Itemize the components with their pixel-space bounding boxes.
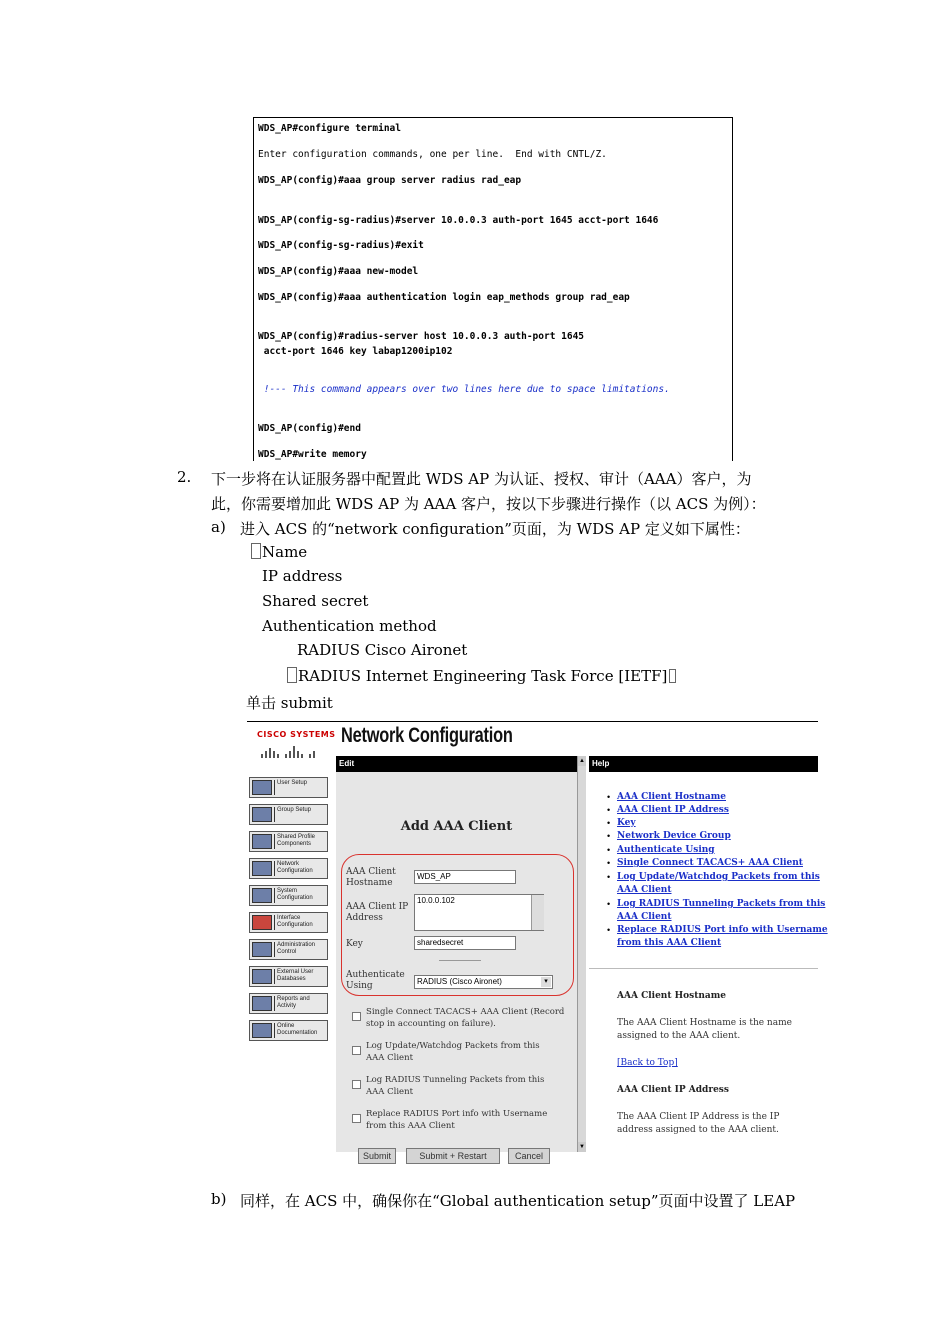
system-icon [252,888,272,903]
terminal-line: WDS_AP(config)#aaa authentication login eap_methods group rad_eap [258,292,630,303]
bullet-icon: • [607,831,611,841]
edit-header: Edit [336,756,577,772]
help-section-ip-title: AAA Client IP Address [617,1085,729,1095]
bullet-icon: • [607,858,611,868]
bullet-icon: • [607,899,611,909]
group-icon [252,807,272,822]
method-aironet: RADIUS Cisco Aironet [297,641,468,659]
help-section-hostname-text: assigned to the AAA client. [617,1031,741,1041]
nav-user-setup[interactable]: User Setup [249,777,328,798]
nav-group-setup[interactable]: Group Setup [249,804,328,825]
bullet-box-icon [287,667,297,683]
auth-select[interactable] [414,975,553,989]
nav-external-user-databases[interactable]: External User Databases [249,966,328,987]
attr-name-line [251,543,307,561]
interface-icon [252,915,272,930]
scroll-up-icon[interactable]: ▲ [579,758,585,764]
checkbox-log-update-label: Log Update/Watchdog Packets from this AAA Client [366,1041,540,1063]
edit-scrollbar[interactable] [577,756,586,1152]
terminal-line: WDS_AP(config-sg-radius)#server 10.0.0.3 auth-port 1645 acct-port 1646 [258,215,659,226]
help-link-log-update-cont[interactable]: AAA Client [617,885,672,895]
terminal-line: Enter configuration commands, one per line. End with CNTL/Z. [258,149,607,160]
acs-screenshot [247,722,828,1161]
bullet-icon: • [607,805,611,815]
nav-online-documentation[interactable]: Online Documentation [249,1020,328,1041]
chevron-down-icon[interactable]: ▾ [541,977,551,987]
help-section-ip-text: The AAA Client IP Address is the IP [617,1112,780,1122]
help-pane [589,772,828,1152]
hostname-label: AAA Client Hostname [346,867,396,888]
terminal-line: WDS_AP(config)#end [258,423,361,434]
terminal-screenshot [253,117,733,461]
page-title: Network Configuration [341,724,513,747]
submit-button[interactable]: Submit [358,1148,396,1164]
reports-icon [252,996,272,1011]
ip-scrollbar[interactable] [531,895,544,930]
help-link-key[interactable]: Key [617,818,636,828]
step2-line1: 下一步将在认证服务器中配置此 WDS AP 为认证、授权、审计（AAA）客户，为 [211,470,752,488]
attr-auth: Authentication method [262,617,437,635]
terminal-line: WDS_AP(config)#aaa new-model [258,266,419,277]
cancel-button[interactable]: Cancel [508,1148,550,1164]
bullet-icon: • [607,792,611,802]
help-link-ip[interactable]: AAA Client IP Address [617,805,729,815]
help-divider [589,968,818,969]
database-icon [252,969,272,984]
cisco-logo-bars-icon [259,742,317,758]
help-link-hostname[interactable]: AAA Client Hostname [617,792,726,802]
hostname-input[interactable]: WDS_AP [414,870,516,884]
nav-system-configuration[interactable]: System Configuration [249,885,328,906]
nav-administration-control[interactable]: Administration Control [249,939,328,960]
terminal-line: WDS_AP#configure terminal [258,123,401,134]
method-ietf: RADIUS Internet Engineering Task Force [IETF] [298,667,668,685]
terminal-line: acct-port 1646 key labap1200ip102 [258,346,453,357]
help-header: Help [589,756,818,772]
help-link-authenticate[interactable]: Authenticate Using [617,845,715,855]
help-section-hostname-title: AAA Client Hostname [617,991,726,1001]
network-icon [252,861,272,876]
nav-shared-profile[interactable]: Shared Profile Components [249,831,328,852]
user-icon [252,780,272,795]
bullet-icon: • [607,872,611,882]
checkbox-single-connect[interactable] [352,1012,361,1021]
scroll-down-icon[interactable]: ▼ [579,1144,585,1150]
divider [439,960,481,961]
bullet-icon: • [607,818,611,828]
docs-icon [252,1023,272,1038]
attr-secret: Shared secret [262,592,369,610]
attr-name: Name [262,543,308,561]
checkbox-log-update[interactable] [352,1046,361,1055]
terminal-line: WDS_AP(config-sg-radius)#exit [258,240,424,251]
submit-restart-button[interactable]: Submit + Restart [406,1148,500,1164]
checkbox-replace-port[interactable] [352,1114,361,1123]
box-glyph-icon [669,669,676,683]
substep-a-text: 进入 ACS 的“network configuration”页面，为 WDS AP 定义如下属性： [240,520,750,538]
auth-select-value: RADIUS (Cisco Aironet) [417,977,502,986]
ip-label: AAA Client IP Address [346,902,409,923]
checkbox-log-radius-label: Log RADIUS Tunneling Packets from this AAA Client [366,1075,545,1097]
terminal-line: WDS_AP(config)#radius-server host 10.0.0.3 auth-port 1645 [258,331,585,342]
help-link-log-update[interactable]: Log Update/Watchdog Packets from this [617,872,820,882]
help-link-replace-port-cont[interactable]: from this AAA Client [617,938,722,948]
help-link-log-radius-cont[interactable]: AAA Client [617,912,672,922]
key-input[interactable]: sharedsecret [414,936,516,950]
key-label: Key [346,939,363,949]
form-title: Add AAA Client [400,819,513,834]
nav-interface-configuration[interactable]: Interface Configuration [249,912,328,933]
edit-pane [336,772,577,1161]
help-link-replace-port[interactable]: Replace RADIUS Port info with Username [617,925,828,935]
help-link-ndg[interactable]: Network Device Group [617,831,731,841]
terminal-comment: !--- This command appears over two lines here due to space limitations. [258,384,670,395]
checkbox-log-radius[interactable] [352,1080,361,1089]
attr-ip: IP address [262,567,343,585]
nav-reports-activity[interactable]: Reports and Activity [249,993,328,1014]
help-section-ip-text: address assigned to the AAA client. [617,1125,779,1135]
cisco-logo: CISCO SYSTEMS [257,730,336,739]
auth-label: Authenticate Using [346,970,405,991]
step2-line2: 此，你需要增加此 WDS AP 为 AAA 客户，按以下步骤进行操作（以 ACS 为例）： [211,495,766,513]
admin-icon [252,942,272,957]
shared-profile-icon [252,834,272,849]
submit-instruction: 单击 submit [246,694,333,712]
terminal-line: WDS_AP(config)#aaa group server radius rad_eap [258,175,522,186]
back-to-top-link[interactable]: [Back to Top] [617,1058,678,1068]
bullet-icon: • [607,845,611,855]
checkbox-replace-port-label: Replace RADIUS Port info with Username from this AAA Client [366,1109,548,1131]
nav-network-configuration[interactable]: Network Configuration [249,858,328,879]
help-section-hostname-text: The AAA Client Hostname is the name [617,1018,792,1028]
help-link-log-radius[interactable]: Log RADIUS Tunneling Packets from this [617,899,826,909]
substep-b-label: b) [211,1190,227,1208]
help-link-single-connect[interactable]: Single Connect TACACS+ AAA Client [617,858,803,868]
substep-b-text: 同样，在 ACS 中，确保你在“Global authentication setup”页面中设置了 LEAP [240,1192,796,1210]
method-ietf-line [287,667,677,685]
step-number: 2. [177,468,192,486]
bullet-box-icon [251,543,261,559]
bullet-icon: • [607,925,611,935]
ip-textarea[interactable]: 10.0.0.102 [414,894,544,931]
checkbox-single-connect-label: Single Connect TACACS+ AAA Client (Record stop in accounting on failure). [366,1007,565,1029]
substep-a-label: a) [211,518,226,536]
terminal-line: WDS_AP#write memory [258,449,367,460]
